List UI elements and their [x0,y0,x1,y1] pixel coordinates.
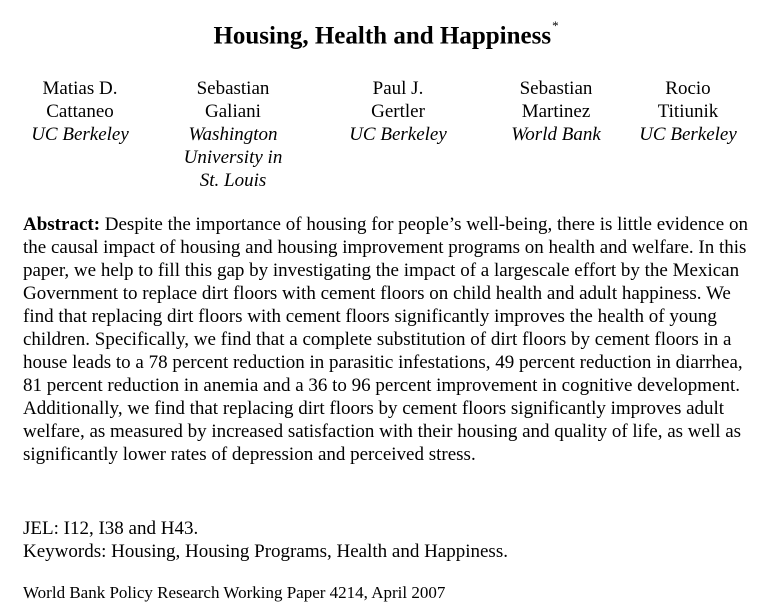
jel-codes: JEL: I12, I38 and H43. [23,518,199,539]
title-footnote-marker: * [552,18,559,33]
author-5 [613,77,763,146]
abstract [23,213,751,466]
author-4 [481,77,631,146]
author-list [0,77,772,197]
author-affiliation: Washington University in St. Louis [183,124,283,191]
author-affiliation: World Bank [511,124,601,145]
author-first-name: Sebastian [196,78,270,99]
paper-title [0,14,772,52]
author-last-name: Galiani [205,101,261,122]
working-paper-note: World Bank Policy Research Working Paper 4214, April 2007 [23,583,446,602]
author-first-name: Sebastian [519,78,593,99]
author-first-name: Paul J. [372,78,424,99]
abstract-label: Abstract: [23,214,101,235]
author-first-name: Matias D. [42,78,118,99]
author-2 [158,77,308,192]
author-1 [5,77,155,146]
title-text: Housing, Health and Happiness [213,22,552,50]
author-affiliation: UC Berkeley [31,124,129,145]
author-first-name: Rocio [665,78,711,99]
author-affiliation: UC Berkeley [349,124,447,145]
keywords: Keywords: Housing, Housing Programs, Health and Happiness. [23,541,508,562]
abstract-text: Despite the importance of housing for people’s well-being, there is little evidence on the causal impact of housing and housing improvement programs on health and welfare. In this paper, we help to fill this gap by investigating the impact of a largescale effort by the Mexican Government to replace dirt floors with cement floors on child health and adult happiness. We find that replacing dirt floors with cement floors significantly improves the health of young children. Specifically, we find that a complete substitution of dirt floors by cement floors in a house leads to a 78 percent reduction in parasitic infestations, 49 percent reduction in diarrhea, 81 percent reduction in anemia and a 36 to 96 percent improvement in cognitive development. Additionally, we find that replacing dirt floors by cement floors significantly improves adult welfare, as measured by increased satisfaction with their housing and quality of life, as well as significantly lower rates of depression and perceived stress. [23,214,748,465]
author-last-name: Cattaneo [46,101,114,122]
author-3 [323,77,473,146]
author-last-name: Titiunik [657,101,719,122]
author-last-name: Martinez [521,101,591,122]
author-affiliation: UC Berkeley [639,124,737,145]
author-last-name: Gertler [371,101,425,122]
